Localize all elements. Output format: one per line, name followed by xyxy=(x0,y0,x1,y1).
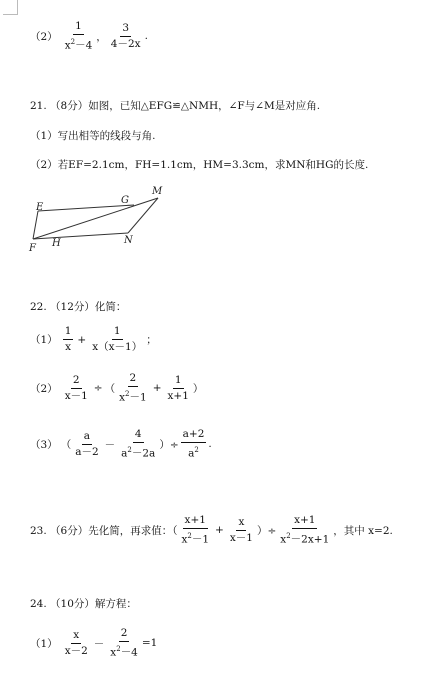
close-paren-divide: ）÷ xyxy=(159,438,179,451)
label-M: M xyxy=(152,186,163,197)
fraction xyxy=(63,325,74,354)
den-base: x xyxy=(119,391,126,404)
den-base: a xyxy=(188,447,195,460)
q22-part2-label: （2） xyxy=(30,382,58,395)
close-paren: ） xyxy=(192,382,204,395)
end-mark: ； xyxy=(146,334,157,346)
fraction xyxy=(90,325,144,354)
denominator xyxy=(179,529,211,547)
page-corner-mark xyxy=(3,0,18,15)
fraction xyxy=(73,430,100,459)
fraction xyxy=(117,372,149,405)
fraction xyxy=(63,629,90,658)
den-tail: －4 xyxy=(75,39,93,52)
den-exponent: 2 xyxy=(286,532,291,540)
divide-operator: ÷ xyxy=(93,382,103,395)
denominator: 4－2x xyxy=(110,37,141,50)
den-tail: －4 xyxy=(120,646,138,659)
den-tail: －2x+1 xyxy=(290,533,330,546)
triangle-figure xyxy=(24,183,174,255)
den-exponent: 2 xyxy=(116,645,121,653)
q20-part2 xyxy=(30,20,148,53)
label-G: G xyxy=(121,195,129,206)
numerator: 1 xyxy=(173,374,184,389)
q24-header: 24. （10分）解方程： xyxy=(30,598,137,610)
denominator xyxy=(278,529,331,547)
label-H: H xyxy=(52,238,61,249)
denominator: x－2 xyxy=(64,644,88,657)
den-exponent: 2 xyxy=(125,390,130,398)
numerator: 1 xyxy=(73,20,84,35)
minus-operator: － xyxy=(93,637,105,650)
den-exponent: 2 xyxy=(127,446,132,454)
den-base: x xyxy=(64,39,71,52)
open-paren: （ xyxy=(60,438,72,451)
q20-part2-label: （2） xyxy=(30,30,58,43)
q21-header: 21. （8分）如图，已知△EFG≌△NMH，∠F与∠M是对应角. xyxy=(30,100,321,112)
numerator: 2 xyxy=(128,372,139,387)
den-base: a xyxy=(121,447,128,460)
q23-prefix: 23. （6分）先化简，再求值：（ xyxy=(30,524,178,537)
den-exponent: 2 xyxy=(187,532,192,540)
q22-part1 xyxy=(30,325,157,354)
den-base: x xyxy=(181,533,188,546)
den-tail: －1 xyxy=(191,533,210,546)
end-mark: . xyxy=(144,30,148,43)
numerator: 1 xyxy=(112,325,123,340)
q23-line xyxy=(30,514,393,547)
close-paren-divide: ）÷ xyxy=(256,524,277,537)
plus-operator: + xyxy=(77,333,87,346)
denominator: x－1 xyxy=(229,531,253,544)
q22-header: 22. （12分）化简： xyxy=(30,301,127,313)
q22-part3-label: （3） xyxy=(30,438,58,451)
end-mark: . xyxy=(208,438,212,451)
denominator: a－2 xyxy=(75,445,99,458)
denominator xyxy=(186,443,201,461)
numerator: x+1 xyxy=(183,514,208,529)
q24-part1-label: （1） xyxy=(30,637,58,650)
q22-part2 xyxy=(30,372,203,405)
fraction xyxy=(228,516,255,545)
q24-part1 xyxy=(30,627,157,660)
q23-suffix: ，其中 x=2. xyxy=(333,524,393,537)
numerator: a xyxy=(82,430,92,445)
numerator: 2 xyxy=(119,627,130,642)
label-E: E xyxy=(36,202,44,213)
den-tail: －1 xyxy=(129,391,147,404)
q20-fraction-2 xyxy=(109,22,143,51)
numerator: 1 xyxy=(63,325,74,340)
numerator: x+1 xyxy=(292,514,317,529)
numerator: a+2 xyxy=(181,428,207,443)
segment-EF xyxy=(33,211,38,239)
plus-operator: + xyxy=(215,524,224,537)
q21-part1: （1）写出相等的线段与角. xyxy=(30,130,156,142)
den-base: x xyxy=(110,646,117,659)
den-base: x xyxy=(280,533,287,546)
denominator: x（x－1） xyxy=(92,341,143,353)
fraction xyxy=(108,627,140,660)
numerator: 4 xyxy=(133,428,144,443)
separator: ， xyxy=(96,30,107,43)
denominator: x+1 xyxy=(167,389,189,402)
equals-one: =1 xyxy=(141,637,158,650)
q22-part3 xyxy=(30,428,212,461)
numerator: x xyxy=(236,516,246,531)
denominator: x xyxy=(65,341,71,353)
fraction xyxy=(278,514,331,547)
fraction xyxy=(166,374,191,403)
segment-FM xyxy=(33,198,158,239)
den-tail: －2a xyxy=(131,447,156,460)
minus-operator: － xyxy=(104,438,116,451)
plus-operator: + xyxy=(152,382,162,395)
denominator xyxy=(108,642,140,660)
numerator: 2 xyxy=(71,374,82,389)
numerator: x xyxy=(71,629,81,644)
q20-fraction-1 xyxy=(63,20,95,53)
den-exponent: 2 xyxy=(194,446,199,454)
q22-part1-label: （1） xyxy=(30,334,58,346)
den-exponent: 2 xyxy=(70,38,76,46)
open-paren: （ xyxy=(104,382,116,395)
fraction xyxy=(63,374,90,403)
denominator xyxy=(63,35,95,53)
label-F: F xyxy=(29,243,36,254)
fraction xyxy=(179,514,211,547)
fraction xyxy=(119,428,157,461)
denominator xyxy=(119,443,157,461)
denominator: x－1 xyxy=(64,389,88,402)
label-N: N xyxy=(124,235,133,246)
q21-part2: （2）若EF=2.1cm，FH=1.1cm，HM=3.3cm，求MN和HG的长度. xyxy=(30,159,369,171)
numerator: 3 xyxy=(120,22,131,37)
denominator xyxy=(117,387,149,405)
fraction xyxy=(181,428,207,461)
